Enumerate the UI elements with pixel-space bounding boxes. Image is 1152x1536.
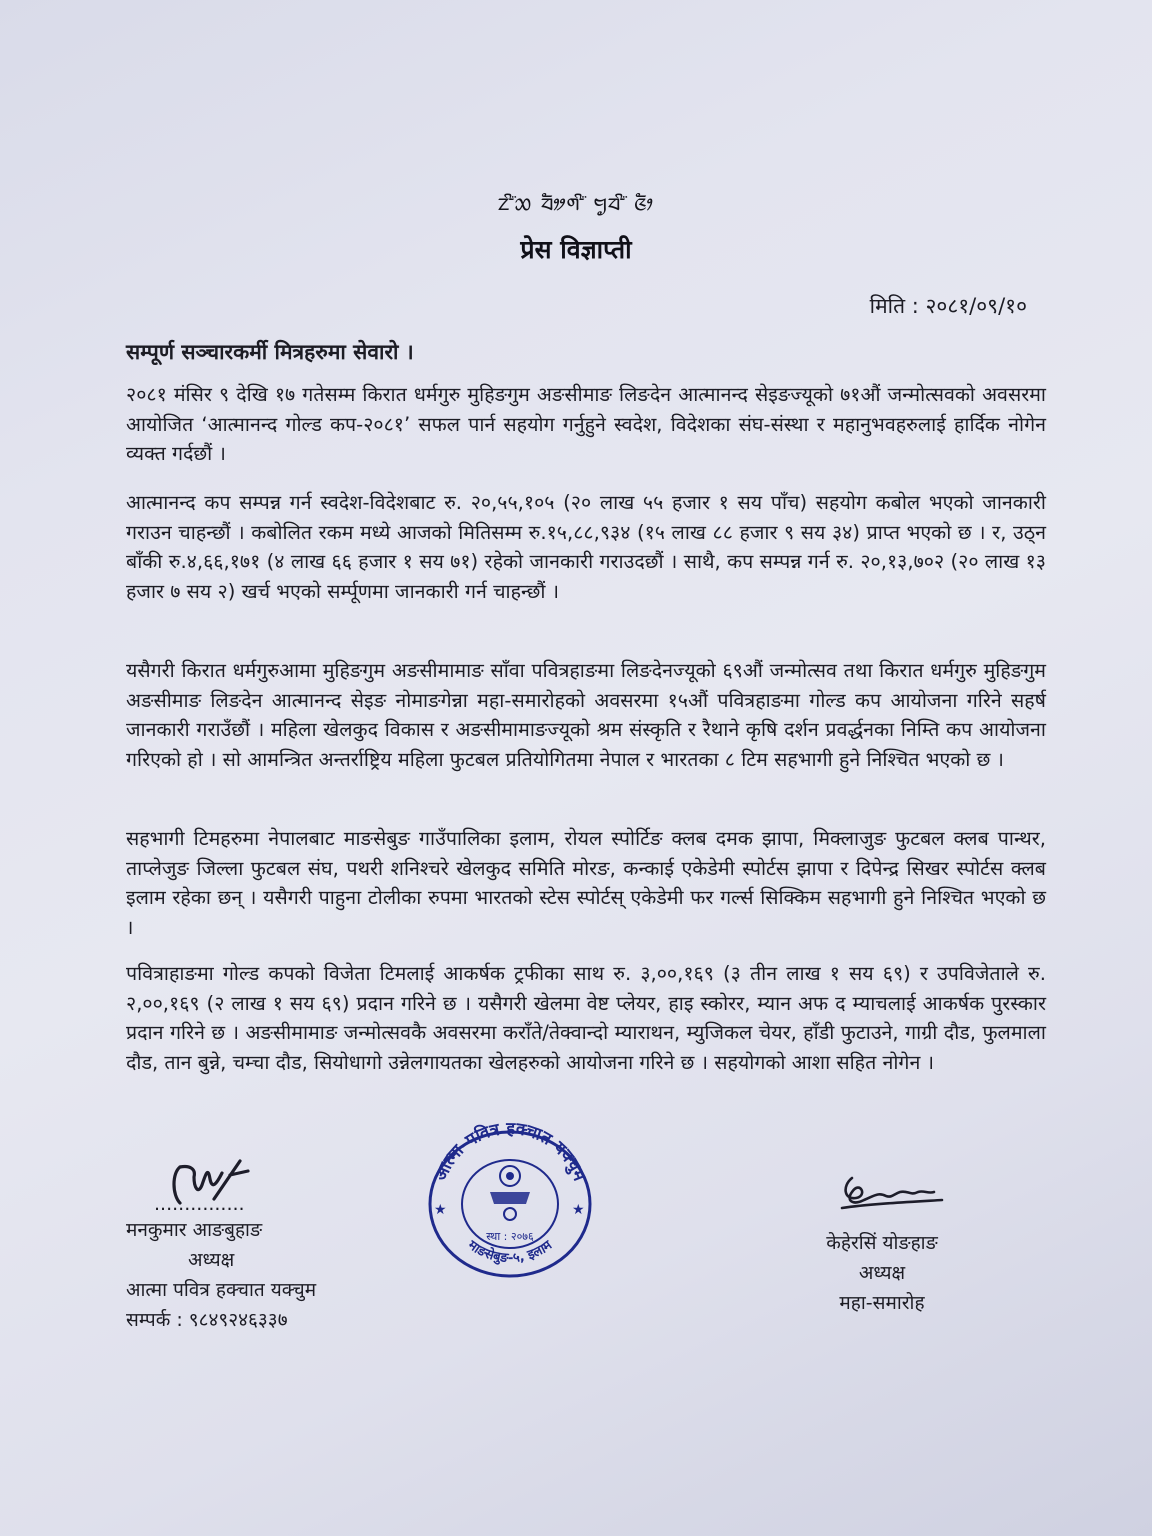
stamp-text-bottom: माङसेबुङ-५, इलाम	[465, 1237, 556, 1267]
paragraph-announcement: यसैगरी किरात धर्मगुरुआमा मुहिङगुम अङसीमामाङ साँवा पवित्रहाङमा लिङदेनज्यूको ६९औं जन्मोत्सव तथा किरात धर्मगुरु मुहिङगुम अङसीमाङ लिङदेन आत्मानन्द सेइङ नोमाङगेन्ना महा-समारोहको अवसरमा १५औं पवित्रहाङमा गोल्ड कप आयोजना गरिने सहर्ष जानकारी गराउँछौं । महिला खेलकुद विकास र अङसीमामाङज्यूको श्रम संस्कृति र रैथाने कृषि दर्शन प्रवर्द्धनका निम्ति कप आयोजना गरिएको हो । सो आमन्त्रित अन्तर्राष्ट्रिय महिला फुटबल प्रतियोगितमा नेपाल र भारतका ८ टिम सहभागी हुने निश्चित भएको छ ।	[126, 659, 1046, 771]
stamp-text-top: आत्मा-पवित्र हक्चात यक्चुम	[430, 1118, 590, 1184]
signatory-right-name: केहेरसिं योङहाङ	[826, 1232, 938, 1254]
signatory-left-contact: सम्पर्क : ९८४९२४६३३७	[126, 1309, 288, 1331]
stamp-established: स्था : २०७६	[486, 1230, 534, 1243]
stamp-star-right: ★	[572, 1202, 585, 1218]
paragraph-teams: सहभागी टिमहरुमा नेपालबाट माङसेबुङ गाउँपालिका इलाम, रोयल स्पोर्टिङ क्लब दमक झापा, मिक्लाजुङ फुटबल क्लब पान्थर, ताप्लेजुङ जिल्ला फुटबल संघ, पथरी शनिश्चरे खेलकुद समिति मोरङ, कन्काई एकेडेमी स्पोर्टस झापा र दिपेन्द्र सिखर स्पोर्टस क्लब इलाम रहेका छन् । यसैगरी पाहुना टोलीका रुपमा भारतको स्टेस स्पोर्टस् एकेडेमी फर गर्ल्स सिक्किम सहभागी हुने निश्चित भएको छ ।	[126, 827, 1046, 939]
paragraph-prizes: पवित्राहाङमा गोल्ड कपको विजेता टिमलाई आकर्षक ट्रफीका साथ रु. ३,००,१६९ (३ तीन लाख १ सय ६९) र उपविजेताले रु. २,००,१६९ (२ लाख १ सय ६९) प्रदान गरिने छ । यसैगरी खेलमा वेष्ट प्लेयर, हाइ स्कोरर, म्यान अफ द म्याचलाई आकर्षक पुरस्कार प्रदान गरिने छ । अङसीमामाङ जन्मोत्सवकै अवसरमा कराँते/तेक्वान्दो म्याराथन, म्युजिकल चेयर, हाँडी फुटाउने, गाग्री दौड, फुलमाला दौड, तान बुन्ने, चम्चा दौड, सियोधागो उन्नेलगायतका खेलहरुको आयोजना गरिने छ । सहयोगको आशा सहित नोगेन ।	[126, 962, 1046, 1074]
signatory-left-org: आत्मा पवित्र हक्चात यक्चुम	[126, 1279, 317, 1301]
signatory-left-role: अध्यक्ष	[188, 1249, 235, 1271]
signature-right	[838, 1170, 948, 1220]
signatory-right	[822, 1228, 942, 1318]
salutation: सम्पूर्ण सञ्चारकर्मी मित्रहरुमा सेवारो ।	[126, 340, 414, 364]
page-title: प्रेस विज्ञाप्ती	[520, 235, 632, 264]
date-line: मिति : २०८१/०९/१०	[869, 294, 1027, 318]
signatory-left-name: मनकुमार आङबुहाङ	[126, 1219, 263, 1241]
stamp-star-left: ★	[434, 1202, 447, 1218]
signatory-right-org: महा-समारोह	[839, 1292, 925, 1314]
signatory-left	[126, 1193, 317, 1335]
signature-dots: ...............	[154, 1193, 245, 1215]
organization-stamp	[420, 1118, 600, 1278]
paragraph-finances: आत्मानन्द कप सम्पन्न गर्न स्वदेश-विदेशबाट रु. २०,५५,१०५ (२० लाख ५५ हजार १ सय पाँच) सहयोग कबोल भएको जानकारी गराउन चाहन्छौं । कबोलित रकम मध्ये आजको मितिसम्म रु.१५,८८,९३४ (१५ लाख ८८ हजार ९ सय ३४) प्राप्त भएको छ । र, उठ्न बाँकी रु.४,६६,१७१ (४ लाख ६६ हजार १ सय ७१) रहेको जानकारी गराउदछौं । साथै, कप सम्पन्न गर्न रु. २०,१३,७०२ (२० लाख १३ हजार ७ सय २) खर्च भएको सर्म्पूणमा जानकारी गर्न चाहन्छौं ।	[126, 491, 1046, 603]
signatory-right-role: अध्यक्ष	[858, 1262, 906, 1284]
paragraph-thanks: २०८१ मंसिर ९ देखि १७ गतेसम्म किरात धर्मगुरु मुहिङगुम अङसीमाङ लिङदेन आत्मानन्द सेइङज्यूको ७१औं जन्मोत्सवको अवसरमा आयोजित ‘आत्मानन्द गोल्ड कप-२०८१’ सफल पार्न सहयोग गर्नुहुने स्वदेश, विदेशका संघ-संस्था र महानुभवहरुलाई हार्दिक नोगेन व्यक्त गर्दछौं ।	[126, 383, 1046, 465]
letterhead-kirat-script: ᤁᤡ᤺ᤑ ᤔᤦᤛᤡ᤺ ᤗᤢᤔᤡ᤺ ᤜᤥ	[497, 188, 655, 216]
